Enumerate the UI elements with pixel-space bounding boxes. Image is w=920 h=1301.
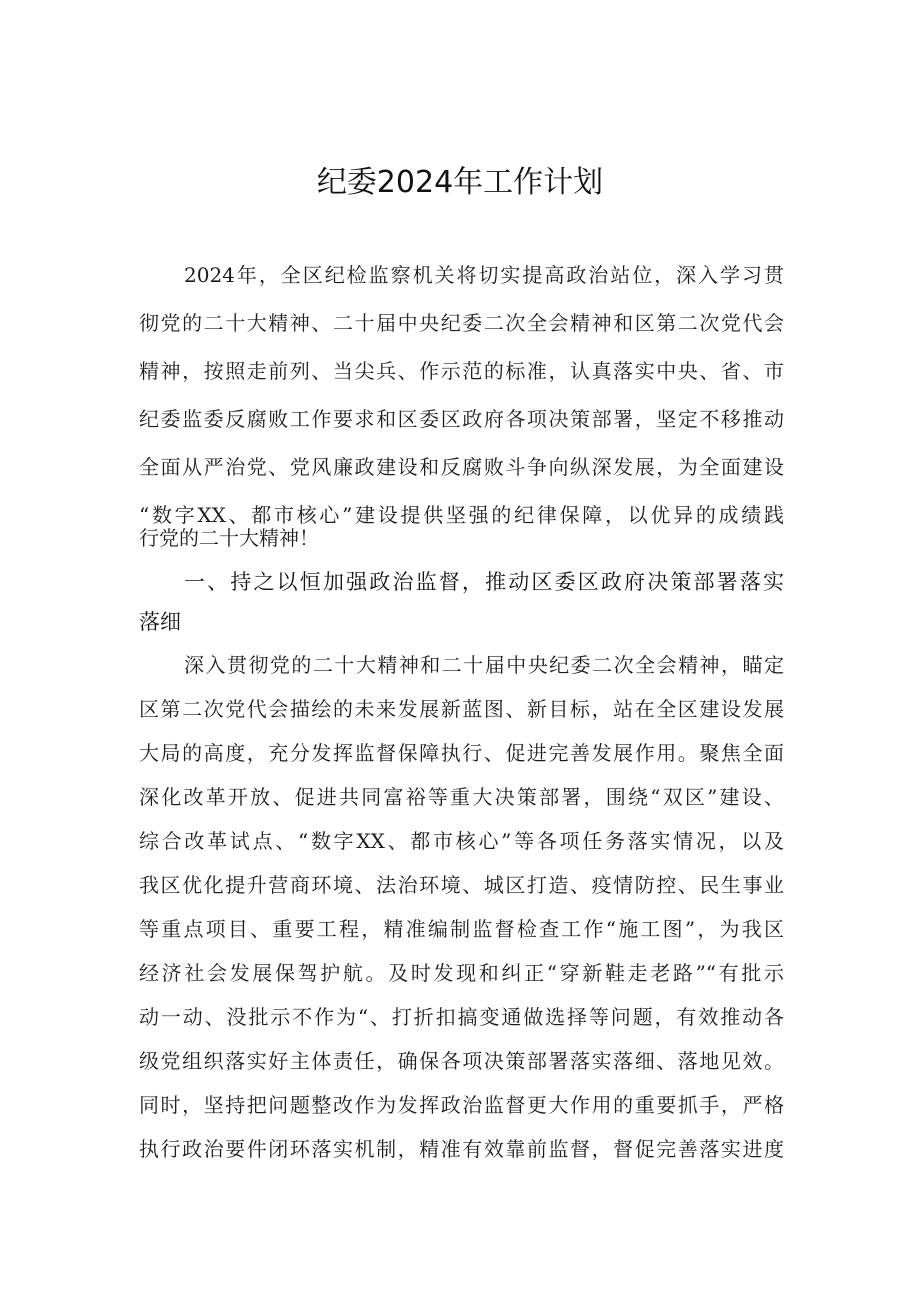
intro-line: 全面从严治党、党风廉政建设和反腐败斗争向纵深发展，为全面建设 — [139, 455, 784, 479]
intro-line: “数字XX、都市核心”建设提供坚强的纪律保障，以优异的成绩践 — [139, 503, 784, 527]
intro-line: 纪委监委反腐败工作要求和区委区政府各项决策部署，坚定不移推动 — [139, 407, 784, 431]
document-title: 纪委2024年工作计划 — [316, 165, 604, 200]
section-body-line: 同时，坚持把问题整改作为发挥政治监督更大作用的重要抓手，严格 — [139, 1093, 784, 1117]
section-body-line: 执行政治要件闭环落实机制，精准有效靠前监督，督促完善落实进度 — [139, 1137, 784, 1161]
intro-line: 行党的二十大精神！ — [139, 526, 319, 550]
intro-line: 精神，按照走前列、当尖兵、作示范的标准，认真落实中央、省、市 — [139, 359, 784, 383]
section-body-line: 级党组织落实好主体责任，确保各项决策部署落实落细、落地见效。 — [139, 1049, 784, 1073]
section-heading: 一、持之以恒加强政治监督，推动区委区政府决策部署落实 — [184, 570, 784, 594]
section-body-line: 深化改革开放、促进共同富裕等重大决策部署，围绕“双区”建设、 — [139, 785, 784, 809]
section-body-line: 动一动、没批示不作为“、打折扣搞变通做选择等问题，有效推动各 — [139, 1005, 784, 1029]
section-body-line: 综合改革试点、“数字XX、都市核心”等各项任务落实情况，以及 — [139, 829, 784, 853]
section-heading: 落细 — [139, 610, 181, 634]
intro-line: 彻党的二十大精神、二十届中央纪委二次全会精神和区第二次党代会 — [139, 311, 784, 335]
section-body-line: 区第二次党代会描绘的未来发展新蓝图、新目标，站在全区建设发展 — [139, 697, 784, 721]
section-body-line: 等重点项目、重要工程，精准编制监督检查工作“施工图”，为我区 — [139, 917, 784, 941]
intro-line: 2024年，全区纪检监察机关将切实提高政治站位，深入学习贯 — [184, 263, 784, 287]
section-body-line: 我区优化提升营商环境、法治环境、城区打造、疫情防控、民生事业 — [139, 873, 784, 897]
section-body-line: 大局的高度，充分发挥监督保障执行、促进完善发展作用。聚焦全面 — [139, 741, 784, 765]
section-body-line: 深入贯彻党的二十大精神和二十届中央纪委二次全会精神，瞄定 — [184, 653, 784, 677]
section-body-line: 经济社会发展保驾护航。及时发现和纠正“穿新鞋走老路”“有批示 — [139, 961, 784, 985]
